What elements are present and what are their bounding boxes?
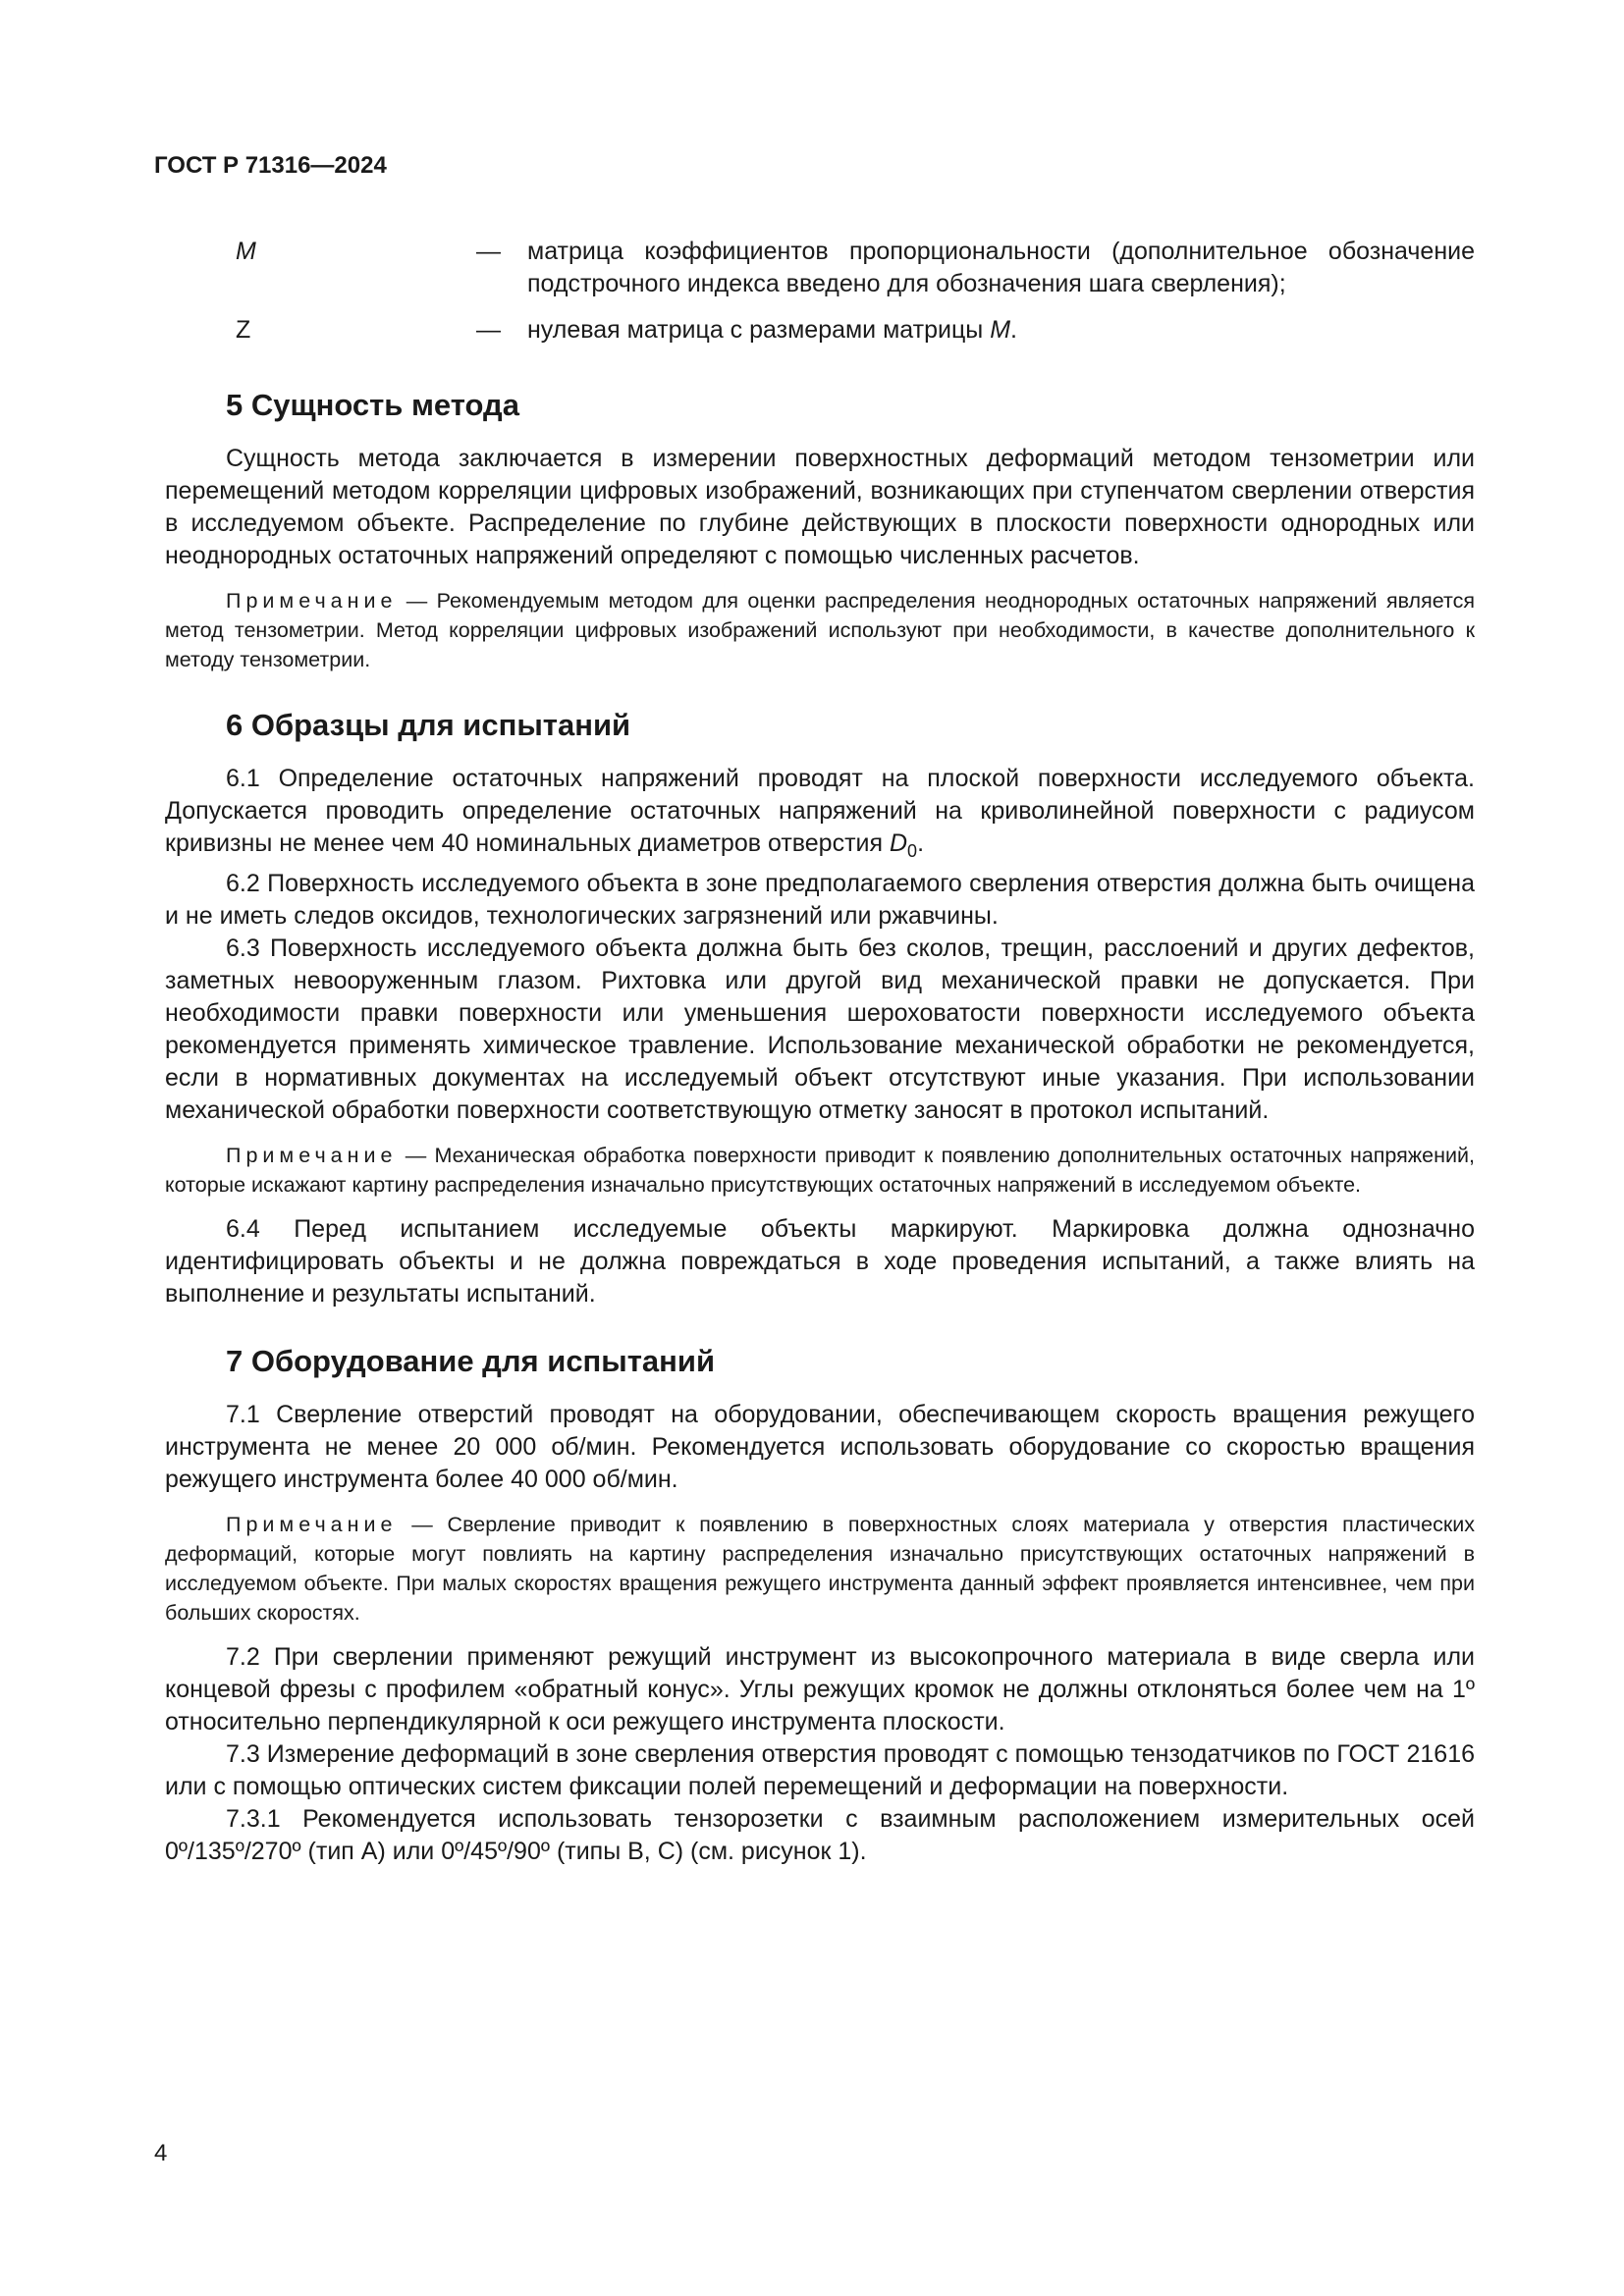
clause-7-2: 7.2 При сверлении применяют режущий инструмент из высокопрочного материала в виде сверла или концевой фрезы с профилем «обратный конус». Углы режущих кромок не должны отклоняться более чем на 1º относительно перпендикулярной к оси режущего инструмента плоскости. — [165, 1643, 1475, 1735]
definition-dash: — — [476, 238, 501, 265]
clause-7-1: 7.1 Сверление отверстий проводят на оборудовании, обеспечивающем скорость вращения режущего инструмента не менее 20 000 об/мин. Рекомендуется использовать оборудование со скоростью вращения режущего инструмента более 40 000 об/мин. — [165, 1401, 1475, 1493]
note-label: Примечание — [226, 589, 398, 613]
definition-dash: — — [476, 316, 501, 344]
section-7-heading: 7 Оборудование для испытаний — [226, 1344, 716, 1378]
note-label: Примечание — [226, 1144, 398, 1167]
section-6-note: Примечание — Механическая обработка поверхности приводит к появлению дополнительных остаточных напряжений, которые искажают картину распределения изначально присутствующих остаточных напряжений в исследуемом объекте. — [165, 1144, 1475, 1197]
clause-6-4: 6.4 Перед испытанием исследуемые объекты маркируют. Маркировка должна однозначно идентифицировать объекты и не должна повреждаться в ходе проведения испытаний, а также влиять на выполнение и результаты испытаний. — [165, 1215, 1475, 1308]
section-5-paragraph: Сущность метода заключается в измерении поверхностных деформаций методом тензометрии или перемещений методом корреляции цифровых изображений, возникающих при ступенчатом сверлении отверстия в исследуемом объекте. Распределение по глубине действующих в плоскости поверхности однородных или неоднородных остаточных напряжений определяют с помощью численных расчетов. — [165, 445, 1475, 569]
definition-text: матрица коэффициентов пропорциональности (дополнительное обозначение подстрочного индекса введено для обозначения шага сверления); — [527, 238, 1475, 297]
document-body — [165, 386, 1475, 1868]
definition-row — [236, 236, 1475, 300]
note-label: Примечание — [226, 1513, 398, 1536]
matrix-symbol: M — [990, 316, 1011, 344]
section-7-note: Примечание — Сверление приводит к появлению в поверхностных слоях материала у отверстия пластических деформаций, которые могут повлиять на картину распределения изначально присутствующих остаточных напряжений в исследуемом объекте. При малых скоростях вращения режущего инструмента данный эффект проявляется интенсивнее, чем при больших скоростях. — [165, 1513, 1475, 1625]
section-6-heading: 6 Образцы для испытаний — [226, 708, 631, 742]
clause-6-3: 6.3 Поверхность исследуемого объекта должна быть без сколов, трещин, расслоений и других дефектов, заметных невооруженным глазом. Рихтовка или другой вид механической правки не допускается. При необходимости правки поверхности или уменьшения шероховатости поверхности исследуемого объекта рекомендуется применять химическое травление. Использование механической обработки не рекомендуется, если в нормативных документах на исследуемый объект отсутствуют иные указания. При использовании механической обработки поверхности соответствующую отметку заносят в протокол испытаний. — [165, 934, 1475, 1124]
definition-symbol: Z — [236, 316, 251, 344]
clause-6-2: 6.2 Поверхность исследуемого объекта в зоне предполагаемого сверления отверстия должна быть очищена и не иметь следов оксидов, технологических загрязнений или ржавчины. — [165, 870, 1475, 930]
page-number: 4 — [154, 2140, 168, 2166]
clause-7-3-1: 7.3.1 Рекомендуется использовать тензорозетки с взаимным расположением измерительных осей 0º/135º/270º (тип А) или 0º/45º/90º (типы В, С) (см. рисунок 1). — [165, 1805, 1475, 1865]
definition-symbol: M — [236, 238, 256, 265]
symbol-definitions — [236, 236, 1475, 360]
document-id: ГОСТ Р 71316—2024 — [154, 152, 387, 179]
definition-text: нулевая матрица с размерами матрицы M. — [527, 316, 1017, 344]
definition-row — [236, 314, 1475, 347]
clause-7-3: 7.3 Измерение деформаций в зоне сверления отверстия проводят с помощью тензодатчиков по ГОСТ 21616 или с помощью оптических систем фиксации полей перемещений и деформации на поверхности. — [165, 1740, 1475, 1800]
section-5-note: Примечание — Рекомендуемым методом для оценки распределения неоднородных остаточных напряжений является метод тензометрии. Метод корреляции цифровых изображений используют при необходимости, в качестве дополнительного к методу тензометрии. — [165, 589, 1475, 671]
clause-6-1: 6.1 Определение остаточных напряжений проводят на плоской поверхности исследуемого объекта. Допускается проводить определение остаточных напряжений на криволинейной поверхности с радиусом кривизны не менее чем 40 номинальных диаметров отверстия $D_0$. — [165, 765, 1475, 861]
section-5-heading: 5 Сущность метода — [226, 388, 519, 422]
